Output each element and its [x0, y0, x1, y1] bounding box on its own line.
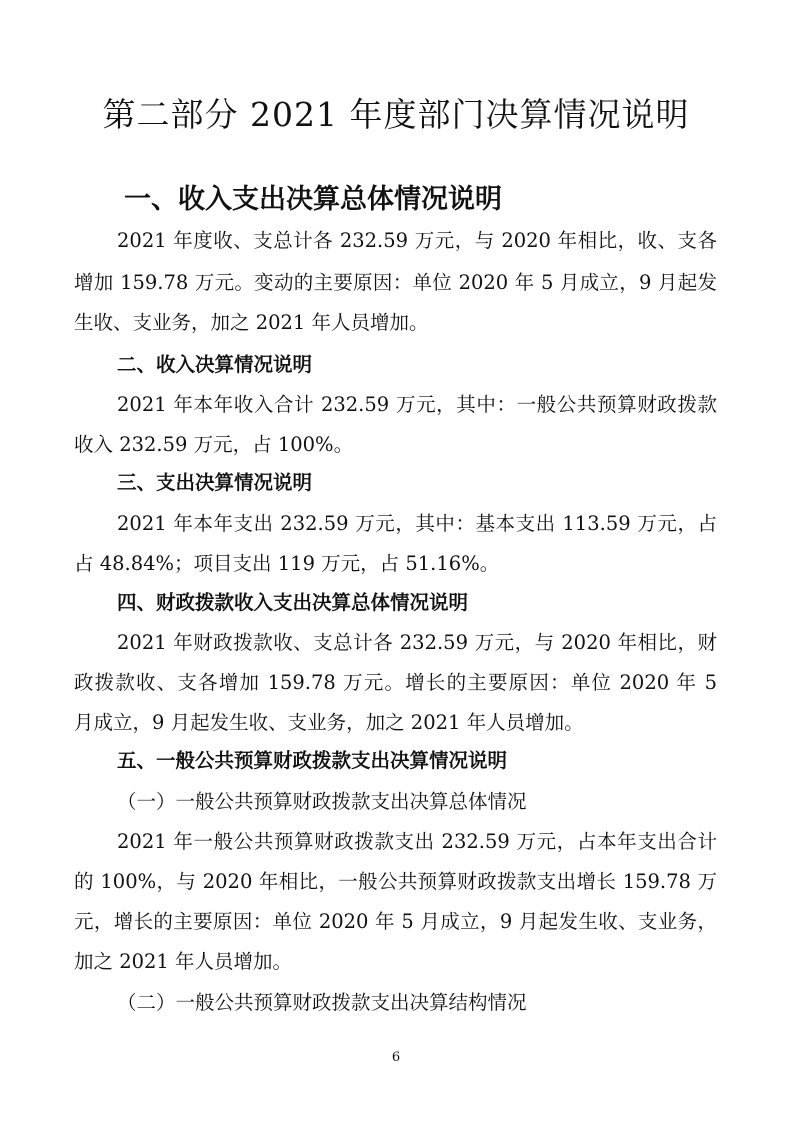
- paragraph-line: 收入 232.59 万元，占 100%。: [74, 433, 354, 456]
- paragraph-line: 占 48.84%；项目支出 119 万元，占 51.16%。: [74, 552, 500, 575]
- section-heading-2: 二、收入决算情况说明: [117, 353, 313, 376]
- section-heading-5: 五、一般公共预算财政拨款支出决算情况说明: [117, 749, 508, 772]
- paragraph-line: 加之 2021 年人员增加。: [74, 950, 293, 973]
- paragraph-line: 2021 年一般公共预算财政拨款支出 232.59 万元，占本年支出合计: [117, 830, 717, 853]
- page-number: 6: [391, 1050, 401, 1065]
- paragraph-line: 2021 年本年收入合计 232.59 万元，其中：一般公共预算财政拨款: [117, 393, 717, 416]
- section-heading-4: 四、财政拨款收入支出决算总体情况说明: [117, 591, 469, 614]
- paragraph-line: 增加 159.78 万元。变动的主要原因：单位 2020 年 5 月成立，9 月起发: [74, 271, 717, 294]
- section-heading-3: 三、支出决算情况说明: [117, 471, 313, 494]
- paragraph-line: 月成立，9 月起发生收、支业务，加之 2021 年人员增加。: [74, 711, 584, 734]
- paragraph-line: 2021 年度收、支总计各 232.59 万元，与 2020 年相比，收、支各: [117, 229, 717, 252]
- paragraph-line: 的 100%，与 2020 年相比，一般公共预算财政拨款支出增长 159.78 万: [74, 870, 717, 893]
- paragraph-line: 政拨款收、支各增加 159.78 万元。增长的主要原因：单位 2020 年 5: [74, 671, 717, 694]
- section-heading-1: 一、收入支出决算总体情况说明: [124, 184, 502, 215]
- page-title: 第二部分 2021 年度部门决算情况说明: [102, 95, 690, 134]
- subsection-heading-2: （二）一般公共预算财政拨款支出决算结构情况: [117, 991, 527, 1014]
- paragraph-line: 2021 年财政拨款收、支总计各 232.59 万元，与 2020 年相比，财: [117, 631, 717, 654]
- subsection-heading-1: （一）一般公共预算财政拨款支出决算总体情况: [117, 790, 527, 813]
- paragraph-line: 生收、支业务，加之 2021 年人员增加。: [74, 311, 429, 334]
- paragraph-line: 元，增长的主要原因：单位 2020 年 5 月成立，9 月起发生收、支业务，: [74, 910, 717, 933]
- paragraph-line: 2021 年本年支出 232.59 万元，其中：基本支出 113.59 万元，占: [117, 512, 717, 535]
